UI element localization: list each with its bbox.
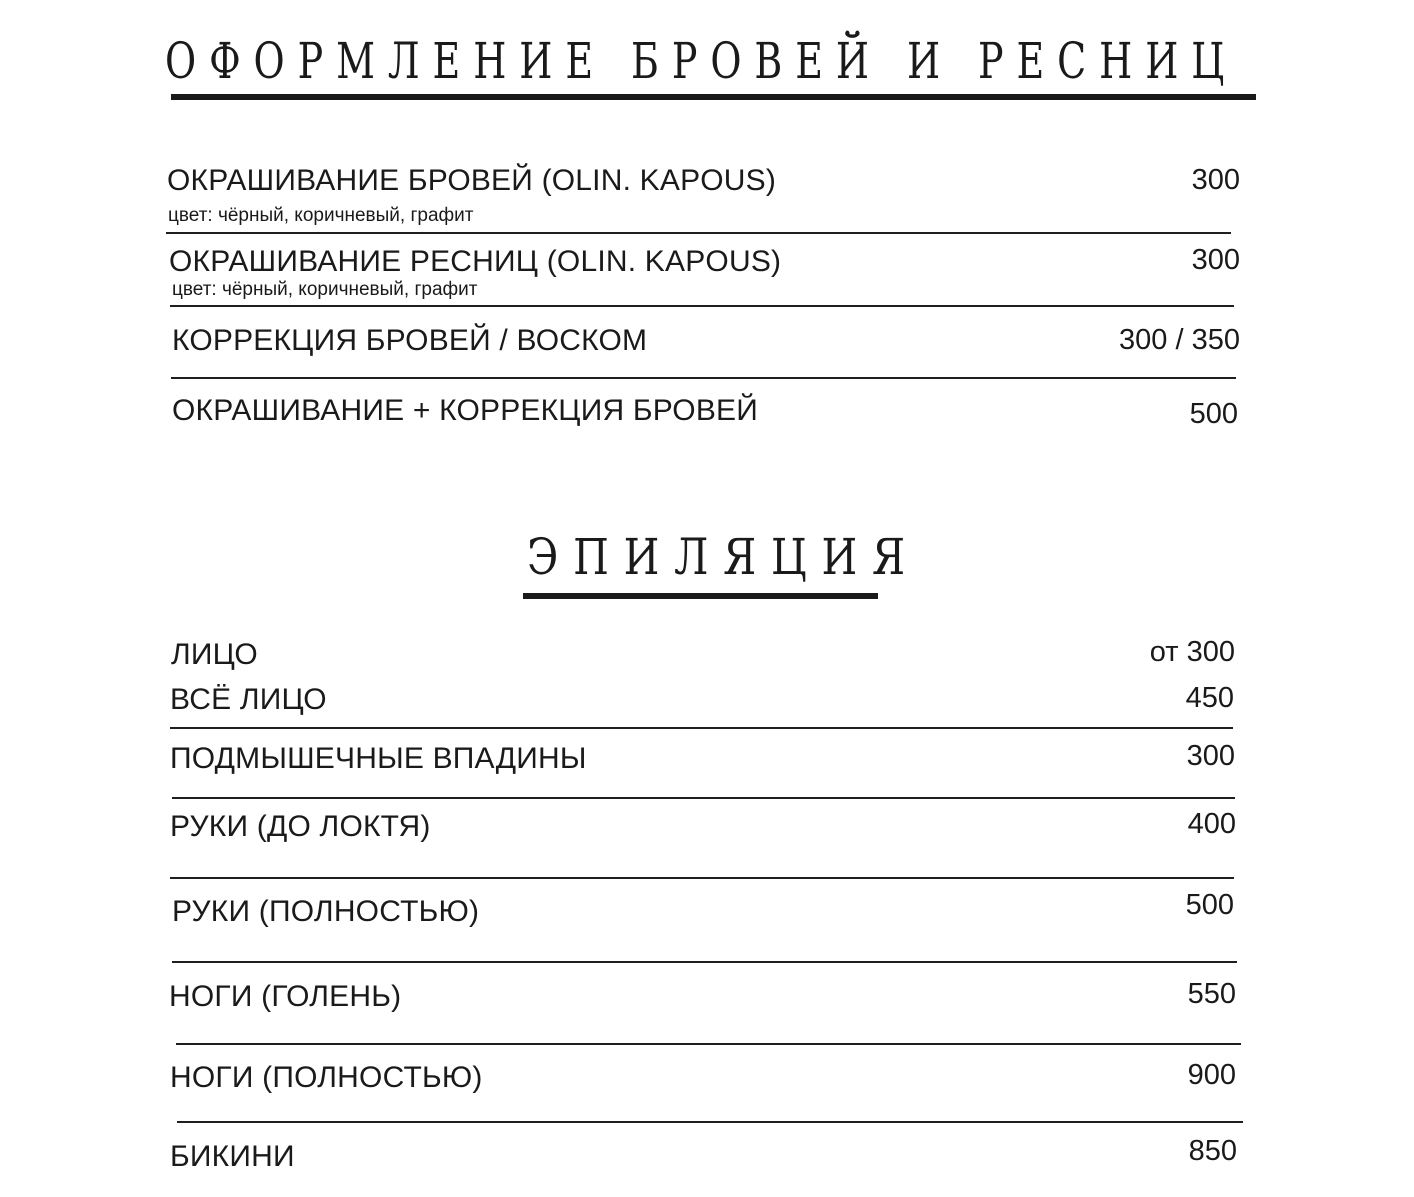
- epilation-title-underline: [523, 593, 878, 599]
- service-name: РУКИ (ДО ЛОКТЯ): [170, 810, 431, 843]
- service-price: 300: [1186, 740, 1235, 772]
- service-price: 300: [1191, 164, 1240, 196]
- row-divider: [177, 1121, 1243, 1123]
- service-price: 400: [1187, 808, 1236, 840]
- row-divider: [171, 377, 1236, 379]
- row-divider: [170, 877, 1234, 879]
- service-price: 300: [1191, 244, 1240, 276]
- brows-title-underline: [171, 94, 1256, 100]
- service-price: 850: [1188, 1135, 1237, 1167]
- service-name: ОКРАШИВАНИЕ БРОВЕЙ (OLIN. KAPOUS): [167, 164, 777, 197]
- service-name: КОРРЕКЦИЯ БРОВЕЙ / ВОСКОМ: [172, 324, 648, 357]
- service-name: ВСЁ ЛИЦО: [170, 683, 327, 716]
- service-price: 300 / 350: [1119, 324, 1240, 356]
- brows-section-title: ОФОРМЛЕНИЕ БРОВЕЙ И РЕСНИЦ: [165, 32, 1238, 90]
- service-name: НОГИ (ПОЛНОСТЬЮ): [170, 1061, 483, 1094]
- service-name: ОКРАШИВАНИЕ РЕСНИЦ (OLIN. KAPOUS): [169, 245, 782, 278]
- service-name: ОКРАШИВАНИЕ + КОРРЕКЦИЯ БРОВЕЙ: [172, 394, 759, 427]
- row-divider: [170, 727, 1233, 729]
- service-price: 500: [1189, 398, 1238, 430]
- row-divider: [172, 961, 1237, 963]
- service-name: НОГИ (ГОЛЕНЬ): [169, 980, 402, 1013]
- service-price: 500: [1185, 889, 1234, 921]
- epilation-section-title: ЭПИЛЯЦИЯ: [527, 528, 920, 586]
- service-note: цвет: чёрный, коричневый, графит: [168, 205, 474, 226]
- row-divider: [166, 232, 1231, 234]
- service-price: 550: [1187, 978, 1236, 1010]
- service-name: ЛИЦО: [171, 638, 258, 671]
- service-name: РУКИ (ПОЛНОСТЬЮ): [172, 895, 480, 928]
- row-divider: [176, 1043, 1241, 1045]
- row-divider: [172, 797, 1235, 799]
- row-divider: [170, 305, 1234, 307]
- service-note: цвет: чёрный, коричневый, графит: [172, 279, 478, 300]
- service-name: ПОДМЫШЕЧНЫЕ ВПАДИНЫ: [170, 742, 587, 775]
- service-price: от 300: [1149, 636, 1235, 668]
- service-name: БИКИНИ: [170, 1140, 295, 1173]
- service-price: 900: [1187, 1059, 1236, 1091]
- service-price: 450: [1185, 682, 1234, 714]
